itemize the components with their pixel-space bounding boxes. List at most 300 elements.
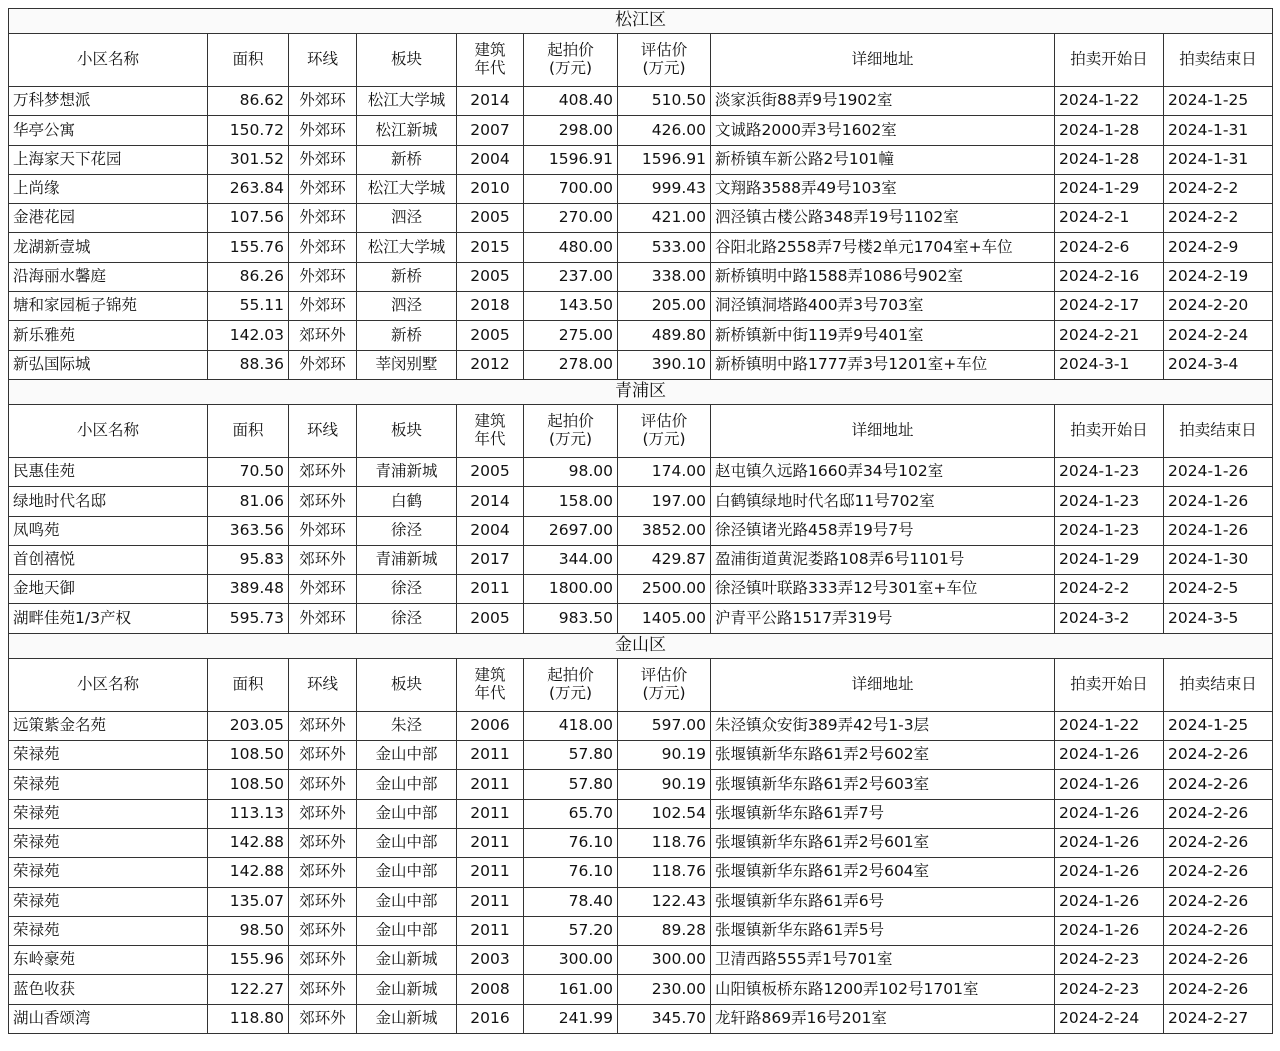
address-value: 洞泾镇洞塔路400弄3号703室 xyxy=(711,292,1055,321)
area-value: 150.72 xyxy=(208,116,289,145)
start-price: 700.00 xyxy=(524,174,618,203)
end-date: 2024-3-5 xyxy=(1164,604,1273,633)
col-year-header xyxy=(457,34,524,87)
table-row xyxy=(9,946,1273,975)
community-name: 荣禄苑 xyxy=(9,741,208,770)
address-value: 张堰镇新华东路61弄2号603室 xyxy=(711,770,1055,799)
year-value: 2004 xyxy=(457,516,524,545)
table-row xyxy=(9,975,1273,1004)
area-value: 108.50 xyxy=(208,741,289,770)
eval-price: 421.00 xyxy=(618,204,711,233)
community-name: 沿海丽水馨庭 xyxy=(9,262,208,291)
column-header-row xyxy=(9,658,1273,711)
year-value: 2005 xyxy=(457,604,524,633)
eval-price: 197.00 xyxy=(618,487,711,516)
community-name: 东岭豪苑 xyxy=(9,946,208,975)
begin-date: 2024-1-26 xyxy=(1055,887,1164,916)
eval-price: 510.50 xyxy=(618,87,711,116)
ring-value: 郊环外 xyxy=(289,457,357,486)
address-value: 卫清西路555弄1号701室 xyxy=(711,946,1055,975)
community-name: 龙湖新壹城 xyxy=(9,233,208,262)
eval-price: 999.43 xyxy=(618,174,711,203)
area-value: 86.26 xyxy=(208,262,289,291)
address-value: 龙轩路869弄16号201室 xyxy=(711,1004,1055,1033)
address-value: 朱泾镇众安街389弄42号1-3层 xyxy=(711,711,1055,740)
ring-value: 郊环外 xyxy=(289,741,357,770)
start-price: 480.00 xyxy=(524,233,618,262)
district-header xyxy=(9,379,1273,404)
start-price: 298.00 xyxy=(524,116,618,145)
table-row xyxy=(9,457,1273,486)
col-eval-header-line1: 评估价 xyxy=(640,665,688,684)
end-date: 2024-1-26 xyxy=(1164,487,1273,516)
col-eval-header-line1: 评估价 xyxy=(640,412,688,431)
block-value: 新桥 xyxy=(357,321,457,350)
community-name: 远策紫金名苑 xyxy=(9,711,208,740)
ring-value: 外郊环 xyxy=(289,604,357,633)
end-date: 2024-3-4 xyxy=(1164,350,1273,379)
start-price: 2697.00 xyxy=(524,516,618,545)
community-name: 首创禧悦 xyxy=(9,545,208,574)
block-value: 青浦新城 xyxy=(357,545,457,574)
begin-date: 2024-1-22 xyxy=(1055,87,1164,116)
start-price: 98.00 xyxy=(524,457,618,486)
start-price: 278.00 xyxy=(524,350,618,379)
table-row xyxy=(9,292,1273,321)
community-name: 湖山香颂湾 xyxy=(9,1004,208,1033)
eval-price: 118.76 xyxy=(618,858,711,887)
col-start-header xyxy=(524,404,618,457)
community-name: 湖畔佳苑1/3产权 xyxy=(9,604,208,633)
table-row xyxy=(9,545,1273,574)
address-value: 文诚路2000弄3号1602室 xyxy=(711,116,1055,145)
end-date: 2024-2-26 xyxy=(1164,770,1273,799)
eval-price: 3852.00 xyxy=(618,516,711,545)
begin-date: 2024-3-1 xyxy=(1055,350,1164,379)
end-date: 2024-2-26 xyxy=(1164,946,1273,975)
block-value: 徐泾 xyxy=(357,516,457,545)
col-start-header xyxy=(524,658,618,711)
end-date: 2024-2-2 xyxy=(1164,204,1273,233)
begin-date: 2024-1-26 xyxy=(1055,916,1164,945)
end-date: 2024-2-26 xyxy=(1164,741,1273,770)
address-value: 沪青平公路1517弄319号 xyxy=(711,604,1055,633)
table-row xyxy=(9,916,1273,945)
year-value: 2004 xyxy=(457,145,524,174)
col-begin-header: 拍卖开始日 xyxy=(1055,658,1164,711)
year-value: 2005 xyxy=(457,204,524,233)
column-header-row xyxy=(9,34,1273,87)
eval-price: 90.19 xyxy=(618,741,711,770)
year-value: 2011 xyxy=(457,770,524,799)
community-name: 新乐雅苑 xyxy=(9,321,208,350)
begin-date: 2024-2-2 xyxy=(1055,575,1164,604)
district-title: 青浦区 xyxy=(9,379,1273,404)
area-value: 95.83 xyxy=(208,545,289,574)
block-value: 松江新城 xyxy=(357,116,457,145)
area-value: 142.88 xyxy=(208,858,289,887)
area-value: 81.06 xyxy=(208,487,289,516)
year-value: 2014 xyxy=(457,487,524,516)
begin-date: 2024-1-23 xyxy=(1055,487,1164,516)
address-value: 张堰镇新华东路61弄2号601室 xyxy=(711,828,1055,857)
col-year-header-line2: 年代 xyxy=(474,59,506,77)
area-value: 595.73 xyxy=(208,604,289,633)
start-price: 344.00 xyxy=(524,545,618,574)
community-name: 荣禄苑 xyxy=(9,858,208,887)
end-date: 2024-2-19 xyxy=(1164,262,1273,291)
ring-value: 外郊环 xyxy=(289,516,357,545)
col-address-header: 详细地址 xyxy=(711,658,1055,711)
block-value: 金山新城 xyxy=(357,946,457,975)
community-name: 金港花园 xyxy=(9,204,208,233)
col-start-header-line1: 起拍价 xyxy=(547,41,594,60)
block-value: 徐泾 xyxy=(357,604,457,633)
block-value: 白鹤 xyxy=(357,487,457,516)
table-row xyxy=(9,87,1273,116)
community-name: 凤鸣苑 xyxy=(9,516,208,545)
ring-value: 外郊环 xyxy=(289,116,357,145)
end-date: 2024-2-2 xyxy=(1164,174,1273,203)
community-name: 荣禄苑 xyxy=(9,828,208,857)
area-value: 389.48 xyxy=(208,575,289,604)
col-block-header: 板块 xyxy=(357,404,457,457)
year-value: 2011 xyxy=(457,887,524,916)
eval-price: 1405.00 xyxy=(618,604,711,633)
end-date: 2024-2-26 xyxy=(1164,916,1273,945)
col-eval-header xyxy=(618,34,711,87)
eval-price: 338.00 xyxy=(618,262,711,291)
block-value: 莘闵别墅 xyxy=(357,350,457,379)
ring-value: 郊环外 xyxy=(289,858,357,887)
table-row xyxy=(9,116,1273,145)
area-value: 135.07 xyxy=(208,887,289,916)
block-value: 金山中部 xyxy=(357,770,457,799)
year-value: 2012 xyxy=(457,350,524,379)
start-price: 57.80 xyxy=(524,741,618,770)
address-value: 新桥镇新中街119弄9号401室 xyxy=(711,321,1055,350)
community-name: 塘和家园栀子锦苑 xyxy=(9,292,208,321)
area-value: 122.27 xyxy=(208,975,289,1004)
address-value: 盈浦街道黄泥娄路108弄6号1101号 xyxy=(711,545,1055,574)
ring-value: 外郊环 xyxy=(289,87,357,116)
end-date: 2024-2-5 xyxy=(1164,575,1273,604)
begin-date: 2024-1-28 xyxy=(1055,116,1164,145)
ring-value: 郊环外 xyxy=(289,711,357,740)
address-value: 张堰镇新华东路61弄6号 xyxy=(711,887,1055,916)
eval-price: 90.19 xyxy=(618,770,711,799)
start-price: 158.00 xyxy=(524,487,618,516)
address-value: 新桥镇明中路1588弄1086号902室 xyxy=(711,262,1055,291)
begin-date: 2024-1-26 xyxy=(1055,770,1164,799)
col-start-header-line1: 起拍价 xyxy=(547,665,594,684)
community-name: 金地天御 xyxy=(9,575,208,604)
end-date: 2024-1-26 xyxy=(1164,516,1273,545)
table-row xyxy=(9,262,1273,291)
col-start-header-line2: (万元) xyxy=(548,429,593,448)
community-name: 荣禄苑 xyxy=(9,770,208,799)
community-name: 蓝色收获 xyxy=(9,975,208,1004)
eval-price: 89.28 xyxy=(618,916,711,945)
block-value: 松江大学城 xyxy=(357,233,457,262)
eval-price: 429.87 xyxy=(618,545,711,574)
district-header xyxy=(9,9,1273,34)
col-year-header xyxy=(457,658,524,711)
table-row xyxy=(9,770,1273,799)
block-value: 松江大学城 xyxy=(357,87,457,116)
ring-value: 外郊环 xyxy=(289,575,357,604)
col-ring-header: 环线 xyxy=(289,658,357,711)
year-value: 2011 xyxy=(457,828,524,857)
col-eval-header-line2: (万元) xyxy=(642,429,686,448)
address-value: 新桥镇车新公路2号101幢 xyxy=(711,145,1055,174)
col-block-header: 板块 xyxy=(357,658,457,711)
start-price: 57.80 xyxy=(524,770,618,799)
table-row xyxy=(9,858,1273,887)
address-value: 赵屯镇久远路1660弄34号102室 xyxy=(711,457,1055,486)
table-row xyxy=(9,575,1273,604)
end-date: 2024-2-26 xyxy=(1164,799,1273,828)
col-eval-header-line2: (万元) xyxy=(642,683,686,702)
ring-value: 郊环外 xyxy=(289,828,357,857)
col-year-header-line2: 年代 xyxy=(474,429,506,448)
area-value: 86.62 xyxy=(208,87,289,116)
table-row xyxy=(9,204,1273,233)
end-date: 2024-1-26 xyxy=(1164,457,1273,486)
col-name-header: 小区名称 xyxy=(9,658,208,711)
address-value: 徐泾镇叶联路333弄12号301室+车位 xyxy=(711,575,1055,604)
eval-price: 426.00 xyxy=(618,116,711,145)
start-price: 275.00 xyxy=(524,321,618,350)
begin-date: 2024-1-26 xyxy=(1055,858,1164,887)
end-date: 2024-2-26 xyxy=(1164,975,1273,1004)
col-year-header-line1: 建筑 xyxy=(474,41,506,60)
col-ring-header: 环线 xyxy=(289,404,357,457)
start-price: 300.00 xyxy=(524,946,618,975)
block-value: 泗泾 xyxy=(357,292,457,321)
eval-price: 597.00 xyxy=(618,711,711,740)
year-value: 2005 xyxy=(457,457,524,486)
col-eval-header-line2: (万元) xyxy=(642,59,686,77)
end-date: 2024-1-25 xyxy=(1164,87,1273,116)
end-date: 2024-1-31 xyxy=(1164,145,1273,174)
start-price: 76.10 xyxy=(524,858,618,887)
area-value: 142.88 xyxy=(208,828,289,857)
ring-value: 外郊环 xyxy=(289,204,357,233)
address-value: 张堰镇新华东路61弄7号 xyxy=(711,799,1055,828)
ring-value: 郊环外 xyxy=(289,1004,357,1033)
block-value: 松江大学城 xyxy=(357,174,457,203)
address-value: 张堰镇新华东路61弄5号 xyxy=(711,916,1055,945)
year-value: 2011 xyxy=(457,916,524,945)
table-row xyxy=(9,487,1273,516)
year-value: 2011 xyxy=(457,575,524,604)
eval-price: 1596.91 xyxy=(618,145,711,174)
table-row xyxy=(9,887,1273,916)
begin-date: 2024-2-24 xyxy=(1055,1004,1164,1033)
block-value: 金山中部 xyxy=(357,858,457,887)
begin-date: 2024-1-23 xyxy=(1055,516,1164,545)
block-value: 金山中部 xyxy=(357,799,457,828)
community-name: 绿地时代名邸 xyxy=(9,487,208,516)
ring-value: 郊环外 xyxy=(289,946,357,975)
begin-date: 2024-1-29 xyxy=(1055,174,1164,203)
eval-price: 345.70 xyxy=(618,1004,711,1033)
begin-date: 2024-2-21 xyxy=(1055,321,1164,350)
eval-price: 122.43 xyxy=(618,887,711,916)
begin-date: 2024-3-2 xyxy=(1055,604,1164,633)
year-value: 2007 xyxy=(457,116,524,145)
address-value: 谷阳北路2558弄7号楼2单元1704室+车位 xyxy=(711,233,1055,262)
begin-date: 2024-2-17 xyxy=(1055,292,1164,321)
end-date: 2024-1-25 xyxy=(1164,711,1273,740)
block-value: 金山新城 xyxy=(357,975,457,1004)
block-value: 金山中部 xyxy=(357,828,457,857)
end-date: 2024-1-30 xyxy=(1164,545,1273,574)
year-value: 2016 xyxy=(457,1004,524,1033)
district-title: 金山区 xyxy=(9,633,1273,658)
table-body xyxy=(9,9,1273,1034)
col-address-header: 详细地址 xyxy=(711,404,1055,457)
table-row xyxy=(9,516,1273,545)
address-value: 徐泾镇诸光路458弄19号7号 xyxy=(711,516,1055,545)
eval-price: 174.00 xyxy=(618,457,711,486)
col-eval-header-line1: 评估价 xyxy=(640,41,688,60)
start-price: 270.00 xyxy=(524,204,618,233)
address-value: 张堰镇新华东路61弄2号602室 xyxy=(711,741,1055,770)
ring-value: 外郊环 xyxy=(289,262,357,291)
community-name: 荣禄苑 xyxy=(9,887,208,916)
table-row xyxy=(9,321,1273,350)
begin-date: 2024-2-16 xyxy=(1055,262,1164,291)
begin-date: 2024-1-26 xyxy=(1055,741,1164,770)
community-name: 新弘国际城 xyxy=(9,350,208,379)
area-value: 363.56 xyxy=(208,516,289,545)
col-year-header-line2: 年代 xyxy=(474,683,506,702)
col-name-header: 小区名称 xyxy=(9,34,208,87)
ring-value: 郊环外 xyxy=(289,545,357,574)
col-end-header: 拍卖结束日 xyxy=(1164,404,1273,457)
block-value: 新桥 xyxy=(357,262,457,291)
year-value: 2011 xyxy=(457,799,524,828)
col-start-header-line1: 起拍价 xyxy=(547,412,594,431)
year-value: 2010 xyxy=(457,174,524,203)
eval-price: 489.80 xyxy=(618,321,711,350)
end-date: 2024-2-24 xyxy=(1164,321,1273,350)
year-value: 2011 xyxy=(457,858,524,887)
col-begin-header: 拍卖开始日 xyxy=(1055,404,1164,457)
community-name: 荣禄苑 xyxy=(9,799,208,828)
block-value: 新桥 xyxy=(357,145,457,174)
end-date: 2024-2-26 xyxy=(1164,858,1273,887)
year-value: 2017 xyxy=(457,545,524,574)
end-date: 2024-2-9 xyxy=(1164,233,1273,262)
area-value: 118.80 xyxy=(208,1004,289,1033)
col-area-header: 面积 xyxy=(208,658,289,711)
table-row xyxy=(9,350,1273,379)
begin-date: 2024-2-23 xyxy=(1055,946,1164,975)
year-value: 2003 xyxy=(457,946,524,975)
col-year-header xyxy=(457,404,524,457)
eval-price: 205.00 xyxy=(618,292,711,321)
begin-date: 2024-1-22 xyxy=(1055,711,1164,740)
end-date: 2024-2-20 xyxy=(1164,292,1273,321)
year-value: 2011 xyxy=(457,741,524,770)
table-row xyxy=(9,604,1273,633)
block-value: 青浦新城 xyxy=(357,457,457,486)
col-address-header: 详细地址 xyxy=(711,34,1055,87)
col-year-header-line1: 建筑 xyxy=(474,665,506,684)
block-value: 朱泾 xyxy=(357,711,457,740)
start-price: 78.40 xyxy=(524,887,618,916)
community-name: 上尚缘 xyxy=(9,174,208,203)
community-name: 万科梦想派 xyxy=(9,87,208,116)
begin-date: 2024-1-28 xyxy=(1055,145,1164,174)
district-title: 松江区 xyxy=(9,9,1273,34)
ring-value: 外郊环 xyxy=(289,350,357,379)
col-name-header: 小区名称 xyxy=(9,404,208,457)
address-value: 白鹤镇绿地时代名邸11号702室 xyxy=(711,487,1055,516)
col-year-header-line1: 建筑 xyxy=(474,412,506,431)
year-value: 2005 xyxy=(457,262,524,291)
ring-value: 郊环外 xyxy=(289,887,357,916)
address-value: 淡家浜街88弄9号1902室 xyxy=(711,87,1055,116)
table-row xyxy=(9,711,1273,740)
year-value: 2008 xyxy=(457,975,524,1004)
ring-value: 外郊环 xyxy=(289,292,357,321)
address-value: 张堰镇新华东路61弄2号604室 xyxy=(711,858,1055,887)
year-value: 2015 xyxy=(457,233,524,262)
block-value: 金山中部 xyxy=(357,887,457,916)
area-value: 107.56 xyxy=(208,204,289,233)
begin-date: 2024-1-29 xyxy=(1055,545,1164,574)
end-date: 2024-2-27 xyxy=(1164,1004,1273,1033)
ring-value: 郊环外 xyxy=(289,770,357,799)
table-row xyxy=(9,828,1273,857)
start-price: 143.50 xyxy=(524,292,618,321)
area-value: 70.50 xyxy=(208,457,289,486)
end-date: 2024-2-26 xyxy=(1164,887,1273,916)
table-row xyxy=(9,145,1273,174)
eval-price: 390.10 xyxy=(618,350,711,379)
start-price: 1800.00 xyxy=(524,575,618,604)
start-price: 57.20 xyxy=(524,916,618,945)
column-header-row xyxy=(9,404,1273,457)
table-row xyxy=(9,174,1273,203)
start-price: 241.99 xyxy=(524,1004,618,1033)
start-price: 418.00 xyxy=(524,711,618,740)
area-value: 155.76 xyxy=(208,233,289,262)
block-value: 徐泾 xyxy=(357,575,457,604)
ring-value: 郊环外 xyxy=(289,321,357,350)
area-value: 88.36 xyxy=(208,350,289,379)
col-eval-header xyxy=(618,404,711,457)
ring-value: 外郊环 xyxy=(289,145,357,174)
community-name: 民惠佳苑 xyxy=(9,457,208,486)
start-price: 65.70 xyxy=(524,799,618,828)
area-value: 301.52 xyxy=(208,145,289,174)
begin-date: 2024-2-6 xyxy=(1055,233,1164,262)
col-block-header: 板块 xyxy=(357,34,457,87)
ring-value: 郊环外 xyxy=(289,975,357,1004)
start-price: 1596.91 xyxy=(524,145,618,174)
col-eval-header xyxy=(618,658,711,711)
eval-price: 118.76 xyxy=(618,828,711,857)
community-name: 华亭公寓 xyxy=(9,116,208,145)
end-date: 2024-2-26 xyxy=(1164,828,1273,857)
block-value: 金山新城 xyxy=(357,1004,457,1033)
auction-table xyxy=(8,8,1273,1034)
